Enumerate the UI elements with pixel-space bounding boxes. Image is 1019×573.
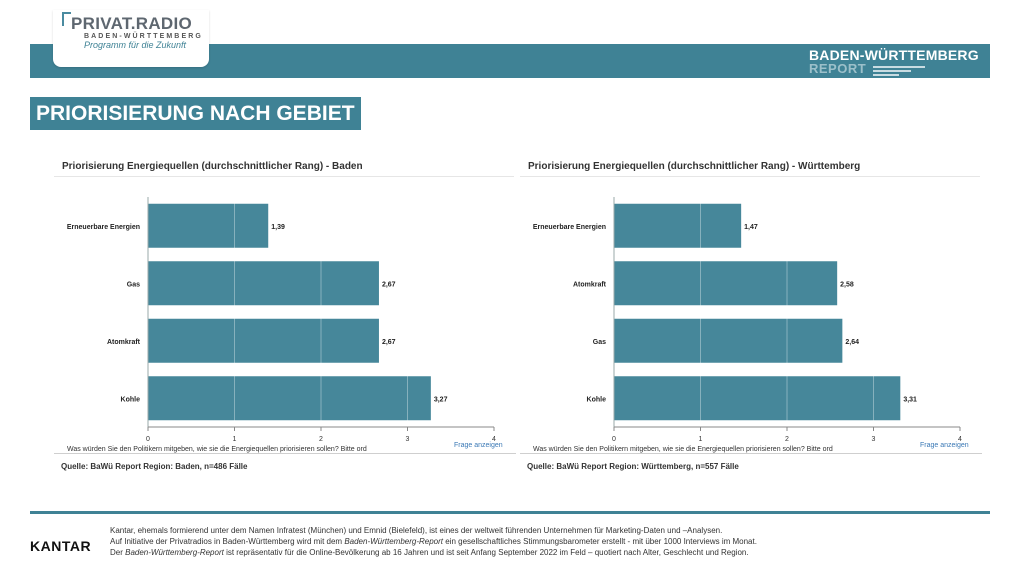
category-label: Kohle xyxy=(120,396,140,404)
data-label: 2,67 xyxy=(381,338,396,346)
privat-radio-logo xyxy=(53,10,209,67)
tick-label: 0 xyxy=(612,436,616,443)
category-label: Gas xyxy=(592,338,606,346)
chart-panel-wuerttemberg xyxy=(520,155,980,477)
category-label: Gas xyxy=(126,281,140,289)
tick-label: 0 xyxy=(146,436,150,443)
data-label: 2,58 xyxy=(840,281,854,289)
chart-title: Priorisierung Energiequellen (durchschnittlicher Rang) - Württemberg xyxy=(528,161,861,172)
bar xyxy=(614,261,837,305)
logo-sub-text: BADEN-WÜRTTEMBERG xyxy=(84,33,203,40)
logo-main-text: PRIVAT.RADIO xyxy=(71,14,193,33)
data-label: 2,64 xyxy=(845,338,859,346)
tick-label: 3 xyxy=(405,436,410,443)
source-text: Quelle: BaWü Report Region: Baden, n=486 Fälle xyxy=(61,462,248,471)
chart-title: Priorisierung Energiequellen (durchschnittlicher Rang) - Baden xyxy=(62,161,363,172)
tick-label: 1 xyxy=(232,436,237,443)
bar xyxy=(148,261,379,305)
data-label: 3,27 xyxy=(433,396,448,404)
tick-label: 1 xyxy=(698,436,703,443)
report-lines-icon xyxy=(873,66,925,78)
tick-label: 2 xyxy=(319,436,323,443)
data-label: 2,67 xyxy=(381,281,396,289)
footer-line-1: Kantar, ehemals formierend unter dem Namen Infratest (München) und Emnid (Bielefeld), ist eines der weltweit führenden Unternehmen für Marketing-Daten und –Analysen. xyxy=(110,526,723,535)
category-label: Erneuerbare Energien xyxy=(66,223,140,231)
panel-divider xyxy=(54,453,516,454)
tick-label: 4 xyxy=(958,436,962,443)
footer-text xyxy=(110,525,810,558)
category-label: Atomkraft xyxy=(572,281,606,289)
kantar-logo: KANTAR xyxy=(30,538,92,554)
bar-chart-wuerttemberg xyxy=(520,183,980,443)
tick-label: 4 xyxy=(492,436,496,443)
panel-divider xyxy=(520,453,982,454)
frage-anzeigen-link[interactable]: Frage anzeigen xyxy=(454,442,503,449)
report-title: BADEN-WÜRTTEMBERG xyxy=(809,47,979,63)
question-text: Was würden Sie den Politikern mitgeben, wie sie die Energiequellen priorisieren sollen? Bitte ord xyxy=(533,446,833,453)
section-title: PRIORISIERUNG NACH GEBIET xyxy=(30,97,361,130)
data-label: 3,31 xyxy=(903,396,917,404)
data-label: 1,47 xyxy=(744,223,758,231)
bar-chart-baden xyxy=(54,183,514,443)
bar xyxy=(148,319,379,363)
tick-label: 2 xyxy=(785,436,789,443)
title-separator xyxy=(520,176,980,177)
report-subtitle: REPORT xyxy=(809,61,867,76)
logo-bracket-icon xyxy=(62,12,71,26)
bar xyxy=(614,376,900,420)
footer-line xyxy=(30,511,990,514)
logo-tagline: Programm für die Zukunft xyxy=(84,40,187,50)
footer-line-3: Der Baden-Württemberg-Report ist repräsentativ für die Online-Bevölkerung ab 16 Jahren und ist seit Anfang September 2022 im Feld – quotiert nach Alter, Geschlecht und Region. xyxy=(110,548,749,557)
tick-label: 3 xyxy=(871,436,876,443)
footer-line-2: Auf Initiative der Privatradios in Baden-Württemberg wird mit dem Baden-Württemberg-Report ein gesellschaftliches Stimmungsbarometer erstellt - mit über 1000 Interviews im Monat. xyxy=(110,537,757,546)
question-text: Was würden Sie den Politikern mitgeben, wie sie die Energiequellen priorisieren sollen? Bitte ord xyxy=(67,446,367,453)
bar xyxy=(148,376,431,420)
category-label: Atomkraft xyxy=(106,338,140,346)
data-label: 1,39 xyxy=(271,223,285,231)
title-separator xyxy=(54,176,514,177)
frage-anzeigen-link[interactable]: Frage anzeigen xyxy=(920,442,969,449)
category-label: Erneuerbare Energien xyxy=(532,223,606,231)
source-text: Quelle: BaWü Report Region: Württemberg, n=557 Fälle xyxy=(527,462,739,471)
category-label: Kohle xyxy=(586,396,606,404)
bar xyxy=(614,319,842,363)
bar xyxy=(614,204,741,248)
chart-panel-baden xyxy=(54,155,514,477)
bar xyxy=(148,204,268,248)
